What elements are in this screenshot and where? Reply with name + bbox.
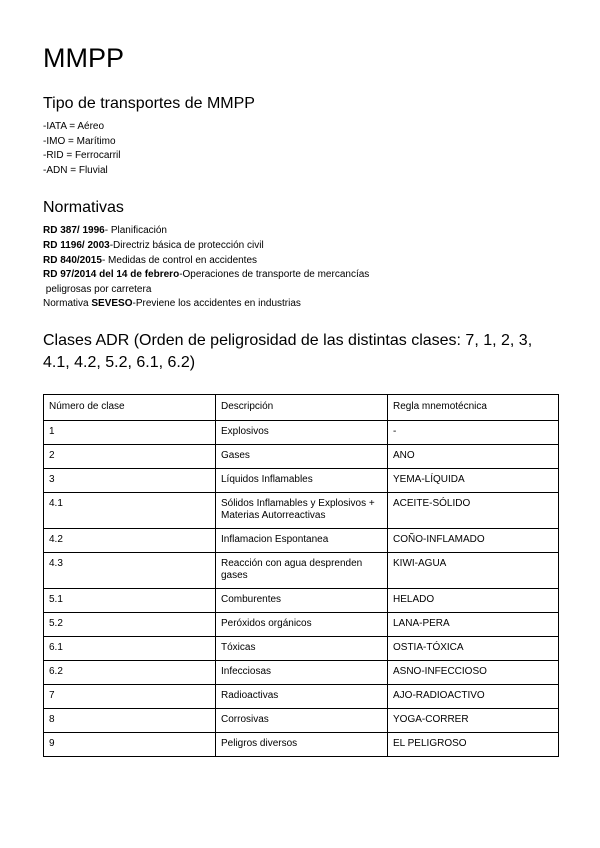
- table-body: [44, 420, 559, 756]
- normativa-code: RD 387/ 1996: [43, 225, 105, 237]
- transport-heading: Tipo de transportes de MMPP: [43, 95, 255, 112]
- mnemonic-cell: YEMA-LÍQUIDA: [388, 468, 559, 492]
- table-row: [44, 732, 559, 756]
- description-cell: Tóxicas: [216, 636, 388, 660]
- description-cell: Corrosivas: [216, 708, 388, 732]
- column-header: Número de clase: [44, 394, 216, 420]
- column-header: Descripción: [216, 394, 388, 420]
- transport-item: -IMO = Marítimo: [43, 135, 116, 147]
- normativas-heading: Normativas: [43, 199, 124, 217]
- mnemonic-cell: ASNO-INFECCIOSO: [388, 660, 559, 684]
- class-number-cell: 1: [44, 420, 216, 444]
- normativa-text: -Directriz básica de protección civil: [109, 239, 264, 251]
- class-number-cell: 7: [44, 684, 216, 708]
- class-number-cell: 2: [44, 444, 216, 468]
- table-row: [44, 684, 559, 708]
- table-row: [44, 708, 559, 732]
- description-cell: Líquidos Inflamables: [216, 468, 388, 492]
- class-number-cell: 6.1: [44, 636, 216, 660]
- adr-classes-table: [43, 394, 559, 757]
- description-cell: Reacción con agua desprenden gases: [216, 552, 388, 588]
- normativa-text: peligrosas por carretera: [43, 283, 152, 295]
- normativa-text: - Medidas de control en accidentes: [101, 254, 258, 266]
- mnemonic-cell: YOGA-CORRER: [388, 708, 559, 732]
- normativa-item: [43, 297, 563, 312]
- mnemonic-cell: ACEITE-SÓLIDO: [388, 492, 559, 528]
- mnemonic-cell: KIWI-AGUA: [388, 552, 559, 588]
- class-number-cell: 6.2: [44, 660, 216, 684]
- normativa-item: [43, 239, 563, 254]
- table-row: [44, 468, 559, 492]
- mnemonic-cell: OSTIA-TÓXICA: [388, 636, 559, 660]
- normativa-text: -Previene los accidentes en industrias: [132, 298, 301, 310]
- class-number-cell: 4.3: [44, 552, 216, 588]
- table-row: [44, 660, 559, 684]
- class-number-cell: 5.2: [44, 612, 216, 636]
- table-row: [44, 636, 559, 660]
- description-cell: Peróxidos orgánicos: [216, 612, 388, 636]
- transport-item: -IATA = Aéreo: [43, 121, 105, 132]
- column-header: Regla mnemotécnica: [388, 394, 559, 420]
- normativa-item: [43, 224, 563, 239]
- description-cell: Radioactivas: [216, 684, 388, 708]
- class-number-cell: 9: [44, 732, 216, 756]
- mnemonic-cell: ANO: [388, 444, 559, 468]
- table-row: [44, 612, 559, 636]
- normativa-text: -Operaciones de transporte de mercancías: [179, 269, 370, 281]
- class-number-cell: 4.2: [44, 528, 216, 552]
- normativa-text: - Planificación: [104, 225, 167, 237]
- document-page: [43, 40, 563, 757]
- transport-item: -RID = Ferrocarril: [43, 150, 121, 162]
- table-header-row: [44, 394, 559, 420]
- normativa-code: RD 840/2015: [43, 254, 102, 266]
- description-cell: Inflamacion Espontanea: [216, 528, 388, 552]
- description-cell: Explosivos: [216, 420, 388, 444]
- normativas-list: [43, 224, 563, 312]
- class-number-cell: 5.1: [44, 588, 216, 612]
- description-cell: Peligros diversos: [216, 732, 388, 756]
- description-cell: Sólidos Inflamables y Explosivos + Materias Autorreactivas: [216, 492, 388, 528]
- table-row: [44, 420, 559, 444]
- normativa-code: SEVESO: [91, 298, 133, 310]
- class-number-cell: 8: [44, 708, 216, 732]
- class-number-cell: 3: [44, 468, 216, 492]
- normativa-code: RD 1196/ 2003: [43, 239, 110, 251]
- page-title: MMPP: [43, 43, 124, 73]
- mnemonic-cell: HELADO: [388, 588, 559, 612]
- normativa-item: [43, 268, 563, 283]
- table-row: [44, 444, 559, 468]
- class-number-cell: 4.1: [44, 492, 216, 528]
- description-cell: Comburentes: [216, 588, 388, 612]
- normativa-item: [43, 254, 563, 269]
- description-cell: Gases: [216, 444, 388, 468]
- description-cell: Infecciosas: [216, 660, 388, 684]
- mnemonic-cell: AJO-RADIOACTIVO: [388, 684, 559, 708]
- table-row: [44, 528, 559, 552]
- adr-heading: Clases ADR (Orden de peligrosidad de las distintas clases: 7, 1, 2, 3, 4.1, 4.2, 5.2, 6.1, 6.2): [43, 331, 533, 371]
- mnemonic-cell: COÑO-INFLAMADO: [388, 528, 559, 552]
- mnemonic-cell: -: [388, 420, 559, 444]
- table-row: [44, 588, 559, 612]
- table-row: [44, 552, 559, 588]
- normativa-item: [43, 283, 563, 298]
- mnemonic-cell: LANA-PERA: [388, 612, 559, 636]
- table-row: [44, 492, 559, 528]
- normativa-prefix: Normativa: [43, 298, 92, 310]
- mnemonic-cell: EL PELIGROSO: [388, 732, 559, 756]
- normativa-code: RD 97/2014 del 14 de febrero: [43, 269, 180, 281]
- transport-list: [43, 120, 563, 178]
- transport-item: -ADN = Fluvial: [43, 164, 108, 176]
